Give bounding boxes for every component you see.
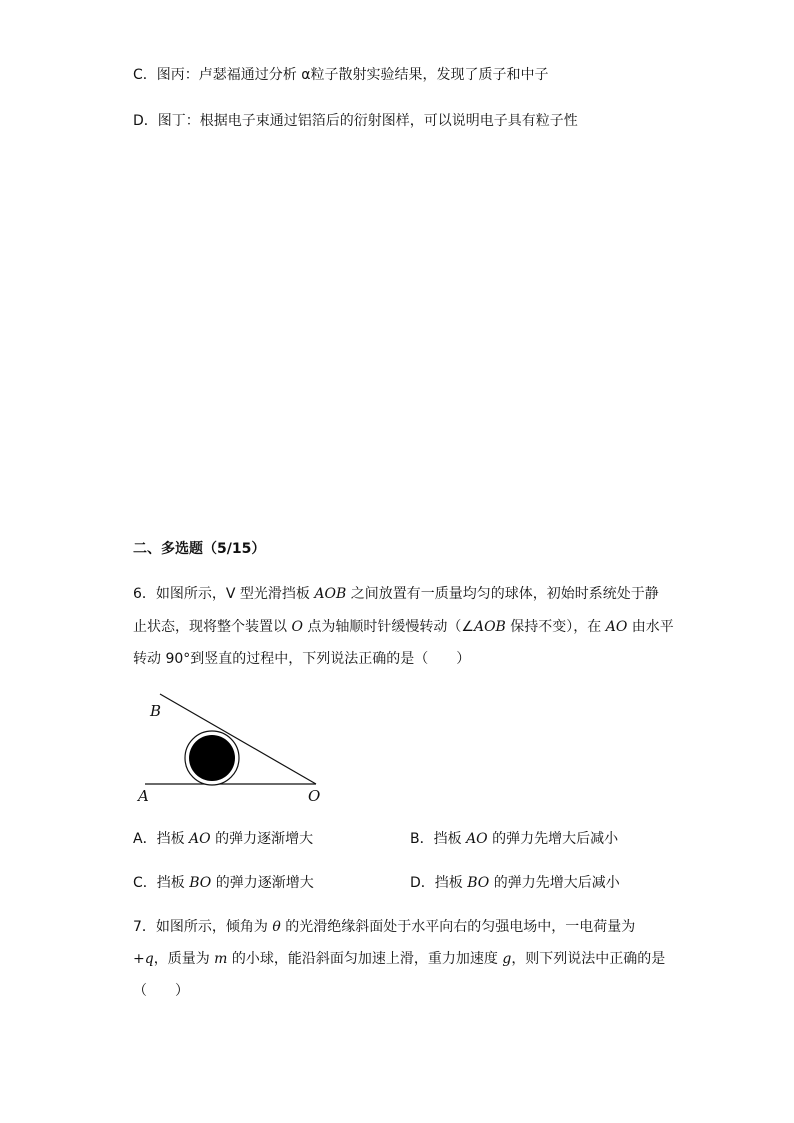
question-7-line-3: （ ） [133,983,189,999]
question-6-figure [130,688,330,813]
option-c[interactable]: C．挡板 BO 的弹力逐渐增大 [133,875,314,891]
question-7-line-2: +q，质量为 m 的小球，能沿斜面匀加速上滑，重力加速度 g，则下列说法中正确的是 [133,951,666,967]
question-6-line-2: 止状态，现将整个装置以 O 点为轴顺时针缓慢转动（∠AOB 保持不变），在 AO 由水平 [133,619,674,635]
label-a: A [138,787,149,805]
ball [189,735,235,781]
question-6-line-3: 转动 90°到竖直的过程中，下列说法正确的是（ ） [133,651,471,667]
option-b[interactable]: B．挡板 AO 的弹力先增大后减小 [410,831,619,847]
section-title: 二、多选题（5/15） [133,541,266,557]
question-6-line-1: 6．如图所示，V 型光滑挡板 AOB 之间放置有一质量均匀的球体，初始时系统处于静 [133,586,659,602]
prev-option-d: D．图丁：根据电子束通过铝箔后的衍射图样，可以说明电子具有粒子性 [133,113,578,129]
option-d[interactable]: D．挡板 BO 的弹力先增大后减小 [410,875,620,891]
prev-option-c: C．图丙：卢瑟福通过分析 α粒子散射实验结果，发现了质子和中子 [133,67,549,83]
label-o: O [308,787,321,805]
option-a[interactable]: A．挡板 AO 的弹力逐渐增大 [133,831,314,847]
label-b: B [150,702,162,720]
board-bo-line [160,694,316,784]
question-7-line-1: 7．如图所示，倾角为 θ 的光滑绝缘斜面处于水平向右的匀强电场中，一电荷量为 [133,919,636,935]
